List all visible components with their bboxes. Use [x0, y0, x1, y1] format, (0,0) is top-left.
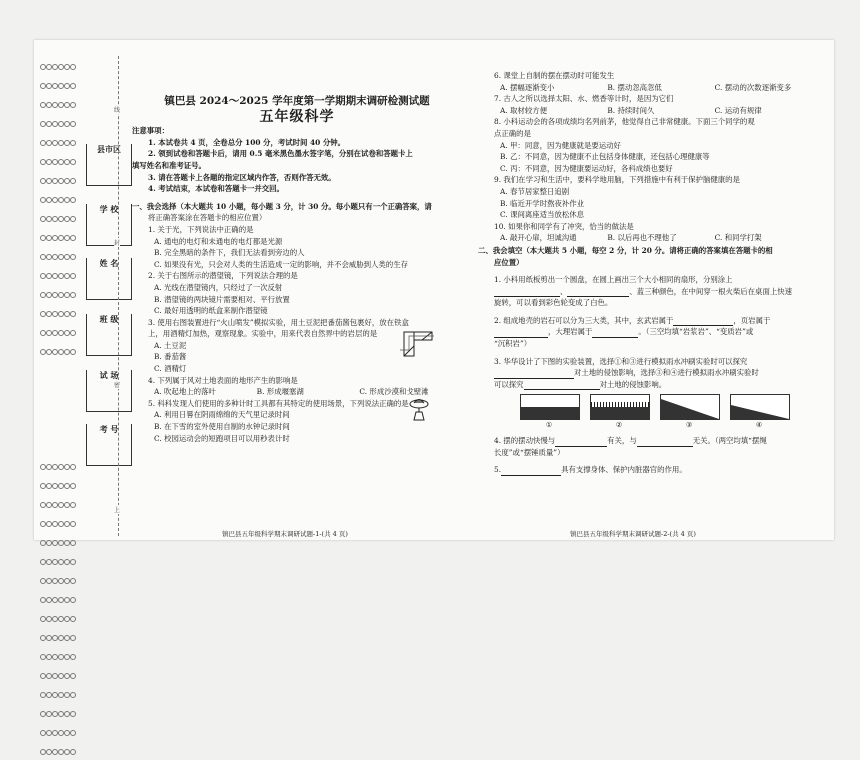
question-line: B. 临近开学时熬夜补作业 — [500, 198, 585, 208]
cut-mark: 线 — [114, 107, 121, 114]
option: A. 取材较方便 — [500, 105, 547, 115]
punch-hole — [70, 102, 76, 108]
option: C. 运动有规律 — [714, 105, 762, 115]
punch-hole — [70, 64, 76, 70]
punch-hole — [70, 559, 76, 565]
option-row — [478, 232, 822, 244]
question-4: 4. 下列属于风对土地表面的地形产生的影响是 — [148, 375, 298, 385]
question-line: B. 完全黑暗的条件下，我们无法看到旁边的人 — [154, 248, 305, 258]
punch-hole — [70, 330, 76, 336]
question-line: C. 如果没有光，只会对人类的生活造成一定的影响，并不会威胁到人类的生存 — [154, 259, 408, 269]
fill-question-1-cont: 、 、蓝三种颜色，在中间穿一根火柴后在桌面上快速 — [478, 286, 822, 298]
option: B. 摆动忽高忽低 — [607, 82, 662, 92]
punch-hole — [70, 597, 76, 603]
fill-question-2-cont: “沉积岩”） — [494, 339, 532, 349]
setup-2: ② — [590, 394, 650, 432]
answer-blank[interactable] — [567, 287, 629, 297]
question-line: B. 在下雪的室外使用自制的水钟记录时间 — [154, 422, 290, 432]
periscope-figure — [400, 326, 436, 360]
cut-mark: 密 — [114, 382, 121, 389]
punch-hole — [70, 311, 76, 317]
punch-holes-top — [40, 56, 78, 360]
option: C. 和同学打架 — [714, 233, 762, 243]
answer-blank[interactable] — [524, 380, 600, 390]
fill-question-3-cont: 可以探究 对土地的侵蚀影响。 — [494, 379, 667, 389]
section-2-heading: 二、我会填空（本大题共 5 小题，每空 2 分，计 20 分。请将正确的答案填在答题卡的相 — [478, 245, 773, 255]
option: C. 形成沙漠和戈壁滩 — [359, 387, 429, 397]
question-line: A. 甲：同意，因为健康就是要运动好 — [500, 140, 621, 150]
question-line: 9. 我们在学习和生活中，要科学地用脑，下列措施中有利于保护脑健康的是 — [494, 175, 740, 185]
question-line: 1. 关于光，下列说法中正确的是 — [148, 224, 254, 234]
page-footer-right: 镇巴县五年级科学期末调研试题-2-(共 4 页) — [570, 529, 696, 538]
option-row — [478, 105, 822, 117]
section-1-heading-cont: 将正确答案涂在答题卡的相应位置） — [148, 213, 267, 223]
fill-question-4: 4. 摆的摆动快慢与 有关，与 无关。（两空均填“摆绳 — [494, 436, 767, 446]
notice-line: 3. 请在答题卡上各题的指定区域内作答，否则作答无效。 — [148, 172, 336, 182]
question-line: B. 潜望镜的两块镜片需要相对、平行放置 — [154, 294, 290, 304]
punch-hole — [70, 749, 76, 755]
punch-hole — [70, 464, 76, 470]
question-line: C. 丙：不同意，因为健康要运动好，各科成绩也要好 — [500, 163, 673, 173]
answer-blank[interactable] — [555, 437, 607, 447]
option: B. 以后再也不理他了 — [607, 233, 677, 243]
option: A. 敲开心扉，坦诚沟通 — [500, 233, 577, 243]
punch-hole — [70, 83, 76, 89]
punch-hole — [70, 673, 76, 679]
info-box-exam-number: 考 号 — [86, 424, 132, 466]
punch-hole — [70, 502, 76, 508]
punch-hole — [70, 197, 76, 203]
answer-blank[interactable] — [494, 287, 560, 297]
option: A. 吹起地上的落叶 — [154, 387, 216, 397]
section-2-heading-cont: 应位置） — [494, 257, 524, 267]
punch-holes-bottom — [40, 456, 78, 760]
notice-line: 4. 考试结束，本试卷和答题卡一并交回。 — [148, 184, 284, 194]
punch-hole — [70, 616, 76, 622]
punch-hole — [70, 578, 76, 584]
question-line: B. 乙：不同意，因为健康不止包括身体健康，还包括心理健康等 — [500, 152, 710, 162]
option: B. 形成堰塞湖 — [256, 387, 304, 397]
punch-hole — [70, 635, 76, 641]
punch-hole — [70, 235, 76, 241]
page-footer-left: 镇巴县五年级科学期末调研试题-1-(共 4 页) — [222, 529, 348, 538]
punch-hole — [70, 178, 76, 184]
option: A. 摆幅逐渐变小 — [500, 82, 555, 92]
notice-line: 填写姓名和准考证号。 — [132, 160, 206, 170]
option-row — [478, 82, 822, 94]
question-line: 8. 小科运动会的各项成绩均名列前茅，他觉得自己非常健康。下面三个同学的观 — [494, 117, 755, 127]
punch-hole — [70, 159, 76, 165]
setup-3: ③ — [660, 394, 720, 432]
fill-question-1: 1. 小科用纸板剪出一个圆盘，在圆上画出三个大小相同的扇形，分别涂上 — [494, 275, 733, 285]
punch-hole — [70, 216, 76, 222]
question-line: 2. 关于右图所示的潜望镜，下列说法合理的是 — [148, 271, 298, 281]
notice-title: 注意事项： — [132, 126, 169, 136]
question-line: 7. 古人之所以选择太阳、水、燃香等计时，是因为它们 — [494, 94, 674, 104]
punch-hole — [70, 292, 76, 298]
fill-question-1-cont: 旋转，可以看到彩色轮变成了白色。 — [494, 298, 613, 308]
question-line: C. 课间离座适当放松休息 — [500, 210, 584, 220]
question-line: 10. 如果你和同学有了冲突，恰当的做法是 — [494, 221, 634, 231]
answer-blank[interactable] — [637, 437, 693, 447]
cut-mark: 上 — [114, 507, 121, 514]
question-line: C. 最好用透明的纸盒来制作潜望镜 — [154, 306, 268, 316]
right-page — [478, 70, 822, 476]
info-box-county: 县市区 — [86, 144, 132, 186]
punch-hole — [70, 349, 76, 355]
notice-line: 2. 领到试卷和答题卡后，请用 0.5 毫米黑色墨水签字笔，分别在试卷和答题卡上 — [148, 149, 413, 159]
option: C. 摆动的次数逐渐变多 — [714, 82, 792, 92]
question-line: 5. 科科发现人们使用的多种计时工具都有其特定的使用场景，下列说法正确的是 — [148, 398, 409, 408]
volcano-experiment-figure — [408, 396, 430, 422]
punch-hole — [70, 711, 76, 717]
punch-hole — [70, 730, 76, 736]
answer-blank[interactable] — [592, 328, 638, 338]
punch-hole — [70, 273, 76, 279]
question-line: A. 春节居家整日追剧 — [500, 186, 570, 196]
answer-blank[interactable] — [494, 328, 548, 338]
punch-hole — [70, 483, 76, 489]
cut-mark: 封 — [114, 240, 121, 247]
question-line: A. 土豆泥 — [154, 340, 187, 350]
question-line: B. 番茄酱 — [154, 352, 187, 362]
question-line: 6. 课堂上自制的摆在摆动时可能发生 — [494, 71, 615, 80]
option: B. 持续时间久 — [607, 105, 655, 115]
cut-line — [118, 56, 120, 536]
punch-hole — [70, 140, 76, 146]
question-line: C. 酒精灯 — [154, 364, 187, 374]
info-box-class: 班 级 — [86, 314, 132, 356]
exam-subtitle: 五年级科学 — [259, 108, 335, 125]
info-box-room: 试 场 — [86, 370, 132, 412]
setup-1: ① — [520, 394, 580, 432]
answer-blank[interactable] — [501, 466, 561, 476]
notice-line: 1. 本试卷共 4 页，全卷总分 100 分，考试时间 40 分钟。 — [148, 137, 346, 147]
fill-question-3-cont: 对土地的侵蚀影响，选择③和④进行模拟雨水冲刷实验时 — [478, 367, 822, 379]
fill-question-2: 2. 组成地壳的岩石可以分为三大类，其中，玄武岩属于 ，页岩属于 — [494, 315, 771, 325]
punch-hole — [70, 254, 76, 260]
erosion-experiment-figure — [478, 394, 822, 432]
punch-hole — [70, 521, 76, 527]
fill-question-5: 5. 具有支撑身体、保护内脏器官的作用。 — [494, 465, 687, 475]
exam-title: 镇巴县 2024～2025 学年度第一学期期末调研检测试题 — [164, 95, 430, 107]
question-line: 点正确的是 — [494, 128, 531, 138]
question-line: C. 校园运动会的短跑项目可以用秒表计时 — [154, 433, 290, 443]
question-line: A. 通电的电灯和未通电的电灯都是光源 — [154, 236, 283, 246]
answer-blank[interactable] — [673, 316, 733, 326]
fill-question-2-cont: ，大理岩属于 。（三空均填“岩浆岩”、“变质岩”或 — [478, 326, 822, 338]
punch-hole — [70, 121, 76, 127]
question-line: 上，用酒精灯加热，观察现象。实验中，用来代表自然界中的岩层的是 — [148, 329, 378, 339]
question-list — [478, 70, 822, 244]
question-line: 3. 使用右图装置进行“火山喷发”模拟实验，用土豆泥把番茄酱包裹好，放在铁盒 — [148, 317, 409, 327]
punch-hole — [70, 654, 76, 660]
fill-question-4-cont: 长度”或“摆锤质量”） — [494, 447, 565, 457]
binding-strip — [38, 52, 126, 542]
setup-4: ④ — [730, 394, 790, 432]
left-page — [132, 96, 462, 444]
info-box-school: 学 校 — [86, 204, 132, 246]
punch-hole — [70, 540, 76, 546]
section-1-heading: 一、我会选择（本大题共 10 小题，每小题 3 分，计 30 分。每小题只有一个正确答案，请 — [132, 201, 432, 211]
question-line: A. 利用日晷在阴雨绵绵的天气里记录时间 — [154, 410, 290, 420]
info-box-name: 姓 名 — [86, 258, 132, 300]
answer-blank[interactable] — [494, 369, 574, 379]
punch-hole — [70, 692, 76, 698]
fill-question-3: 3. 华华设计了下图的实验装置，选择①和③进行模拟雨水冲刷实验时可以探究 — [494, 356, 748, 366]
question-line: A. 光线在潜望镜内，只经过了一次反射 — [154, 282, 283, 292]
